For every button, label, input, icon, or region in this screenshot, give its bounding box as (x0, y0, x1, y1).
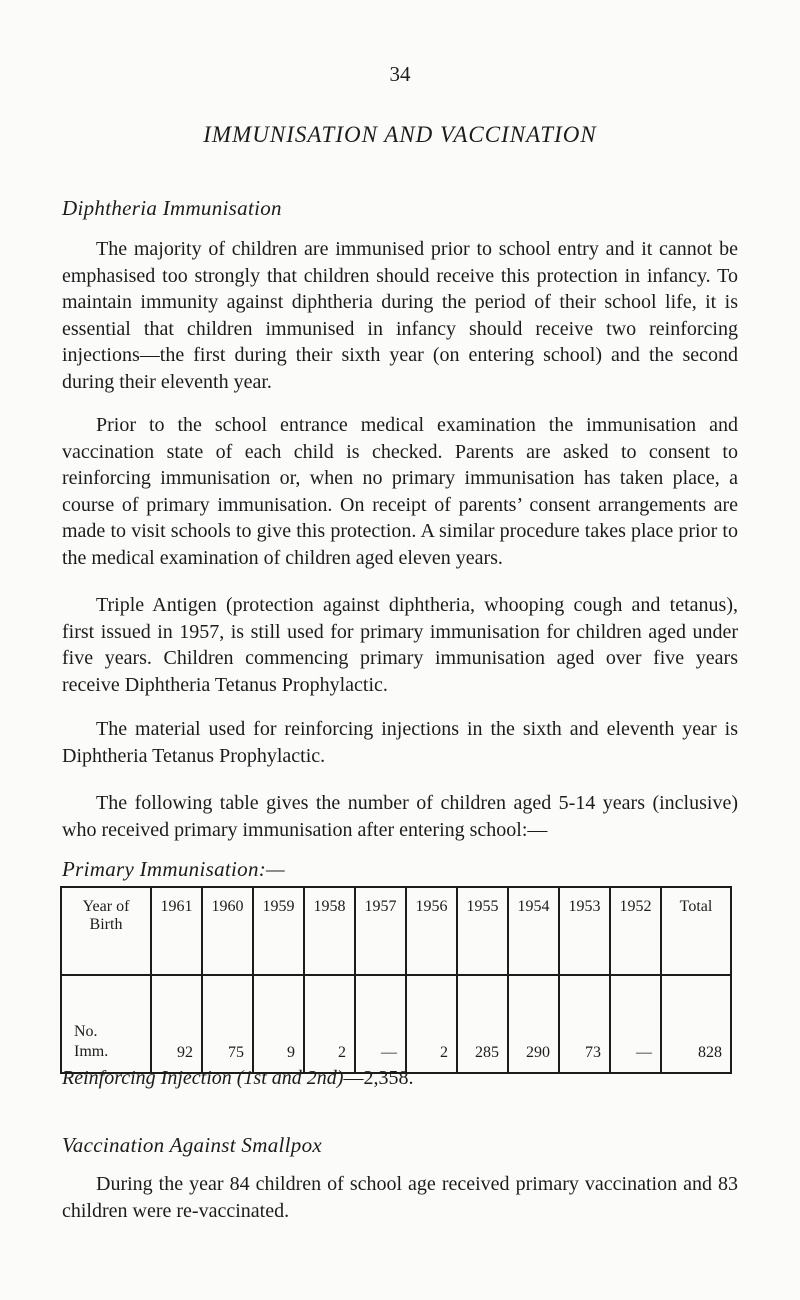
table-cell: 290 (508, 975, 559, 1073)
page-number: 34 (389, 62, 411, 86)
table-cell: 1954 (508, 887, 559, 975)
table-row-count (61, 975, 731, 1073)
table-cell: 828 (661, 975, 731, 1073)
table-cell: 1953 (559, 887, 610, 975)
smallpox-paragraph: During the year 84 children of school age received primary vaccination and 83 children were re-vaccinated. (62, 1173, 738, 1222)
primary-immunisation-table (60, 886, 732, 1074)
table-row-year (61, 887, 731, 975)
table-cell: 285 (457, 975, 508, 1073)
table-cell: 1957 (355, 887, 406, 975)
paragraph-1: The majority of children are immunised prior to school entry and it cannot be emphasised too strongly that children should receive this protection in infancy. To maintain immunity against diphtheria during the period of their school life, it is essential that children immunised in infancy should receive two reinforcing injections—the first during their sixth year (on entering school) and the second during their eleventh year. (62, 238, 738, 393)
table-cell: 73 (559, 975, 610, 1073)
reinforcing-label: Reinforcing Injection (1st and 2nd) (62, 1067, 344, 1089)
table-cell: — (355, 975, 406, 1073)
row-label-count: No. Imm. (61, 975, 151, 1073)
paragraph-4: The material used for reinforcing injections in the sixth and eleventh year is Diphtheria Tetanus Prophylactic. (62, 718, 738, 767)
table-cell: — (610, 975, 661, 1073)
table-cell: 9 (253, 975, 304, 1073)
section-heading-diphtheria: Diphtheria Immunisation (62, 196, 282, 220)
reinforcing-value: —2,358. (343, 1067, 414, 1089)
table-cell: 92 (151, 975, 202, 1073)
table-cell: 75 (202, 975, 253, 1073)
table-cell: 1958 (304, 887, 355, 975)
table-cell: 1956 (406, 887, 457, 975)
section-heading-smallpox: Vaccination Against Smallpox (62, 1133, 322, 1157)
table-cell: Total (661, 887, 731, 975)
row-label-year: Year of Birth (61, 887, 151, 975)
table-cell: 1952 (610, 887, 661, 975)
page-title: IMMUNISATION AND VACCINATION (203, 122, 597, 147)
paragraph-5: The following table gives the number of children aged 5-14 years (inclusive) who received primary immunisation after entering school:— (62, 792, 738, 841)
section-heading-primary: Primary Immunisation:— (62, 857, 286, 881)
table-cell: 2 (304, 975, 355, 1073)
table-cell: 1955 (457, 887, 508, 975)
table-cell: 2 (406, 975, 457, 1073)
paragraph-2: Prior to the school entrance medical examination the immunisation and vaccination state of each child is checked. Parents are asked to consent to reinforcing immunisation or, when no primary immunisation has taken place, a course of primary immunisation. On receipt of parents’ consent arrangements are made to visit schools to give this protection. A similar procedure takes place prior to the medical examination of children aged eleven years. (62, 414, 738, 569)
paragraph-3: Triple Antigen (protection against diphtheria, whooping cough and tetanus), first issued in 1957, is still used for primary immunisation for children aged under five years. Children commencing primary immunisation aged over five years receive Diphtheria Tetanus Prophylactic. (62, 594, 738, 696)
reinforcing-injection-line (62, 1067, 413, 1090)
table-cell: 1960 (202, 887, 253, 975)
table-cell: 1959 (253, 887, 304, 975)
table-cell: 1961 (151, 887, 202, 975)
